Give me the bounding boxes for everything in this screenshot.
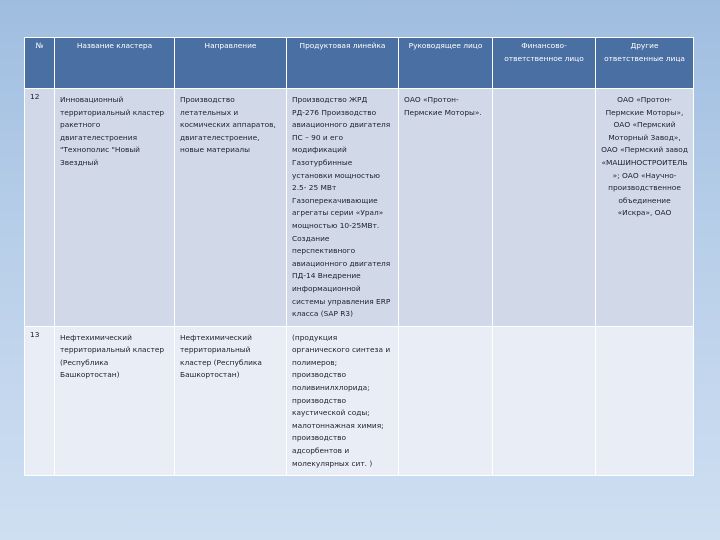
header-others: Другие ответственные лица [596,38,694,89]
table-row [25,326,694,476]
header-cluster-name: Название кластера [55,38,175,89]
header-direction: Направление [175,38,287,89]
header-number: № [25,38,55,89]
row-number: 13 [25,326,55,476]
product-line: (продукция органического синтеза и полимеров; производство поливинилхлорида; производство каустической соды; малотоннажная химия; производство адсорбентов и молекулярных сит. ) [287,326,399,476]
header-finance: Финансово-ответственное лицо [493,38,596,89]
header-product-line: Продуктовая линейка [287,38,399,89]
others: ОАО «Протон-Пермские Моторы», ОАО «Пермский Моторный Завод», ОАО «Пермский завод «МАШИНОСТРОИТЕЛЬ»; ОАО «Научно-производственное объединение «Искра», ОАО [596,89,694,327]
lead [399,326,493,476]
table-row [25,89,694,327]
finance [493,89,596,327]
header-lead: Руководящее лицо [399,38,493,89]
cluster-name: Нефтехимический территориальный кластер (Республика Башкортостан) [55,326,175,476]
finance [493,326,596,476]
lead: ОАО «Протон-Пермские Моторы». [399,89,493,327]
product-line: Производство ЖРД РД-276 Производство авиационного двигателя ПС – 90 и его модификаций Газотурбинные установки мощностью 2.5- 25 МВт Газоперекачивающие агрегаты серии «Урал» мощностью 10-25МВт. Создание перспективного авиационного двигателя ПД-14 Внедрение информационной системы управления ERP класса (SAP R3) [287,89,399,327]
clusters-table [24,37,694,476]
direction: Производство летательных и космических аппаратов, двигателестроение, новые материалы [175,89,287,327]
others [596,326,694,476]
direction: Нефтехимический территориальный кластер (Республика Башкортостан) [175,326,287,476]
cluster-name: Инновационный территориальный кластер ракетного двигателестроения "Технополис "Новый Звездный [55,89,175,327]
row-number: 12 [25,89,55,327]
table-header-row [25,38,694,89]
